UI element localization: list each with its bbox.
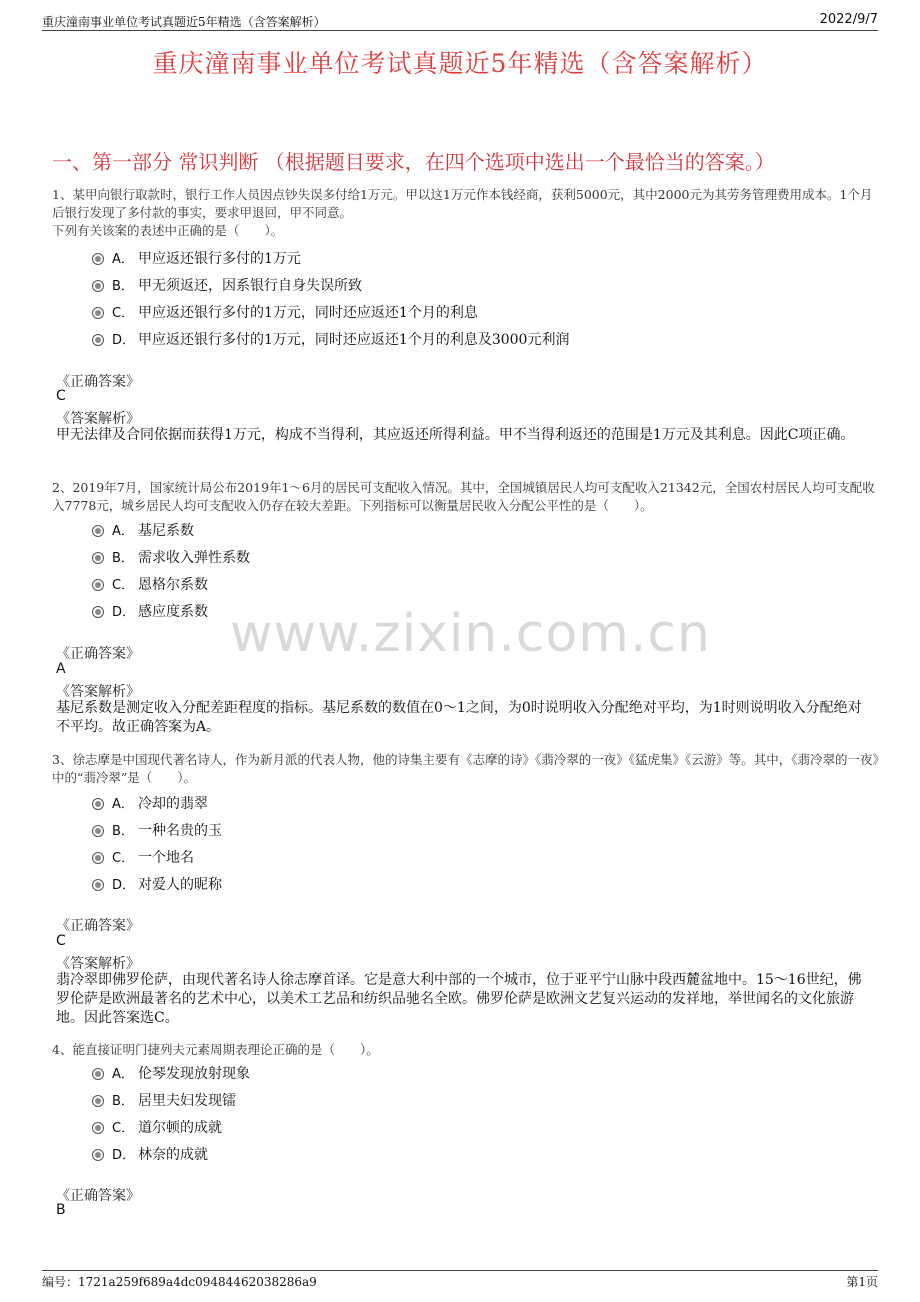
question-2-analysis: 基尼系数是测定收入分配差距程度的指标。基尼系数的数值在0～1之间，为0时说明收入分配绝对平均，为1时则说明收入分配绝对不平均。故正确答案为A。 [56, 700, 862, 735]
radio-icon[interactable] [92, 334, 104, 346]
question-3-option-b[interactable]: B． 一种名贵的玉 [92, 820, 222, 840]
question-1-analysis: 甲无法律及合同依据而获得1万元，构成不当得利，其应返还所得利益。甲不当得利返还的范围是1万元及其利息。因此C项正确。 [56, 427, 855, 443]
radio-icon[interactable] [92, 579, 104, 591]
question-1-answer: C [56, 388, 66, 404]
radio-icon[interactable] [92, 525, 104, 537]
question-2-option-b[interactable]: B． 需求收入弹性系数 [92, 547, 250, 567]
question-1-option-a[interactable]: A． 甲应返还银行多付的1万元 [92, 248, 301, 268]
question-3-option-c[interactable]: C． 一个地名 [92, 847, 194, 867]
radio-icon[interactable] [92, 552, 104, 564]
answer-label: 《正确答案》 [56, 918, 140, 934]
page-number: 第1页 [846, 1275, 878, 1289]
answer-label: 《正确答案》 [56, 646, 140, 662]
question-4-option-d[interactable]: D． 林奈的成就 [92, 1144, 208, 1164]
section-heading: 一、第一部分 常识判断 （根据题目要求，在四个选项中选出一个最恰当的答案。） [52, 150, 775, 174]
analysis-label: 《答案解析》 [56, 411, 140, 427]
radio-icon[interactable] [92, 879, 104, 891]
question-3-option-d[interactable]: D． 对爱人的昵称 [92, 874, 222, 894]
answer-label: 《正确答案》 [56, 1188, 140, 1204]
answer-label: 《正确答案》 [56, 374, 140, 390]
document-id: 编号：1721a259f689a4dc09484462038286a9 [42, 1275, 317, 1289]
radio-icon[interactable] [92, 798, 104, 810]
radio-icon[interactable] [92, 1149, 104, 1161]
question-2-stem: 2、2019年7月，国家统计局公布2019年1～6月的居民可支配收入情况。其中，全国城镇居民人均可支配收入21342元，全国农村居民人均可支配收入7778元，城乡居民人均可支配收入仍存在较大差距。下列指标可以衡量居民收入分配公平性的是（ ）。 [52, 480, 875, 513]
header-date: 2022/9/7 [819, 12, 878, 27]
radio-icon[interactable] [92, 1095, 104, 1107]
question-3-stem: 3、徐志摩是中国现代著名诗人，作为新月派的代表人物，他的诗集主要有《志摩的诗》《翡冷翠的一夜》《猛虎集》《云游》等。其中，《翡冷翠的一夜》中的“翡冷翠”是（ ）。 [52, 752, 879, 785]
question-4-option-a[interactable]: A． 伦琴发现放射现象 [92, 1063, 250, 1083]
question-4-option-c[interactable]: C． 道尔顿的成就 [92, 1117, 222, 1137]
header-title: 重庆潼南事业单位考试真题近5年精选（含答案解析） [42, 15, 326, 29]
question-2-answer: A [56, 661, 66, 677]
question-4-stem: 4、能直接证明门捷列夫元素周期表理论正确的是（ ）。 [52, 1042, 379, 1057]
radio-icon[interactable] [92, 307, 104, 319]
question-2-option-d[interactable]: D． 感应度系数 [92, 601, 208, 621]
analysis-label: 《答案解析》 [56, 684, 140, 700]
radio-icon[interactable] [92, 1122, 104, 1134]
analysis-label: 《答案解析》 [56, 956, 140, 972]
radio-icon[interactable] [92, 852, 104, 864]
page-footer [42, 1270, 878, 1289]
document-title: 重庆潼南事业单位考试真题近5年精选（含答案解析） [152, 49, 768, 78]
question-3-analysis: 翡冷翠即佛罗伦萨，由现代著名诗人徐志摩首译。它是意大利中部的一个城市，位于亚平宁山脉中段西麓盆地中。15～16世纪，佛罗伦萨是欧洲最著名的艺术中心，以美术工艺品和纺织品驰名全欧。佛罗伦萨是欧洲文艺复兴运动的发祥地，举世闻名的文化旅游地。因此答案选C。 [56, 972, 862, 1026]
question-2-option-c[interactable]: C． 恩格尔系数 [92, 574, 208, 594]
question-3-answer: C [56, 933, 66, 949]
radio-icon[interactable] [92, 1068, 104, 1080]
question-1-option-c[interactable]: C． 甲应返还银行多付的1万元，同时还应返还1个月的利息 [92, 302, 478, 322]
question-2-option-a[interactable]: A． 基尼系数 [92, 520, 194, 540]
question-1-stem: 1、某甲向银行取款时，银行工作人员因点钞失误多付给1万元。甲以这1万元作本钱经商，获利5000元，其中2000元为其劳务管理费用成本。1个月后银行发现了多付款的事实，要求甲退回，甲不同意。 下列有关该案的表述中正确的是（ ）。 [52, 187, 873, 238]
radio-icon[interactable] [92, 280, 104, 292]
question-4-answer: B [56, 1202, 66, 1218]
page-header [42, 10, 878, 31]
question-3-option-a[interactable]: A． 冷却的翡翠 [92, 793, 208, 813]
watermark: www.zixin.com.cn [230, 604, 711, 664]
radio-icon[interactable] [92, 253, 104, 265]
question-1-option-b[interactable]: B． 甲无须返还，因系银行自身失误所致 [92, 275, 362, 295]
radio-icon[interactable] [92, 825, 104, 837]
question-1-option-d[interactable]: D． 甲应返还银行多付的1万元，同时还应返还1个月的利息及3000元利润 [92, 329, 569, 349]
radio-icon[interactable] [92, 606, 104, 618]
question-4-option-b[interactable]: B． 居里夫妇发现镭 [92, 1090, 236, 1110]
